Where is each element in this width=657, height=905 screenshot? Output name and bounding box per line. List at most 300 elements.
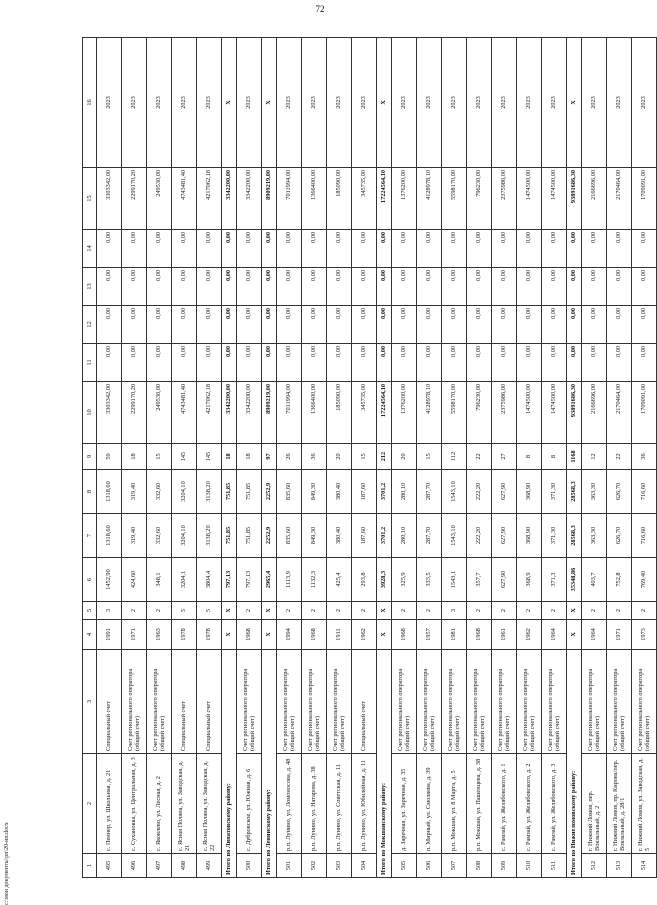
table-cell: 513 xyxy=(607,854,632,878)
table-cell: 5 xyxy=(172,602,197,620)
table-cell: 363,30 xyxy=(582,514,607,558)
repair-program-table xyxy=(82,37,657,878)
table-cell: 348,1 xyxy=(147,558,172,602)
table-cell: 1978 xyxy=(197,620,222,650)
table-cell: 2023 xyxy=(582,38,607,168)
table-cell: 849,30 xyxy=(302,470,327,514)
table-cell: р.п. Лунино, ул. Юбилейная, д. 11 xyxy=(352,754,377,854)
table-cell: 0,00 xyxy=(542,268,567,306)
table-cell: 5598170,00 xyxy=(442,382,467,444)
table-cell: 0,00 xyxy=(172,230,197,268)
table-cell: 5598170,00 xyxy=(442,168,467,230)
table-cell: 145 xyxy=(172,444,197,470)
table-cell: 1963 xyxy=(147,620,172,650)
table-cell: 1962 xyxy=(352,620,377,650)
table-cell: 345735,00 xyxy=(352,382,377,444)
table-cell: 2023 xyxy=(97,38,122,168)
table-cell: 0,00 xyxy=(442,306,467,344)
table-cell: 1709091,00 xyxy=(632,168,657,230)
table-cell: 835,60 xyxy=(277,470,302,514)
table-cell: 1543,10 xyxy=(442,470,467,514)
table-cell: 293,8 xyxy=(352,558,377,602)
table-cell: 3204,10 xyxy=(172,470,197,514)
column-number: 16 xyxy=(83,38,97,168)
table-cell: 0,00 xyxy=(632,268,657,306)
table-cell: р.п. Мокшан, ул. 8 Марта, д. 5 xyxy=(442,754,467,854)
table-cell: 508 xyxy=(467,854,492,878)
table-cell: 280,10 xyxy=(392,514,417,558)
table-cell: 2170464,00 xyxy=(607,168,632,230)
table-cell: 1452,90 xyxy=(97,558,122,602)
table-cell: 626,70 xyxy=(607,514,632,558)
table-cell: Счет регионального оператора (общий счет) xyxy=(277,650,302,754)
table-cell: 1113,9 xyxy=(277,558,302,602)
table-cell: 3303342,00 xyxy=(97,168,122,230)
table-cell: 501 xyxy=(277,854,302,878)
table-cell: 0,00 xyxy=(327,230,352,268)
table-cell: 507 xyxy=(442,854,467,878)
table-cell: 0,00 xyxy=(417,306,442,344)
table-cell: 495 xyxy=(97,854,122,878)
table-cell: 849,30 xyxy=(302,514,327,558)
table-cell: 1709091,00 xyxy=(632,382,657,444)
total-cell: X xyxy=(262,620,277,650)
table-cell: 503 xyxy=(327,854,352,878)
table-cell: с. Пеннер, ул. Школьная, д. 21 xyxy=(97,754,122,854)
total-cell: 3342200,00 xyxy=(222,168,237,230)
table-cell: 0,00 xyxy=(607,230,632,268)
table-cell: 3342200,00 xyxy=(237,168,262,230)
total-cell: 17224564,10 xyxy=(377,382,392,444)
total-cell: 97 xyxy=(262,444,277,470)
table-cell: 287,70 xyxy=(417,514,442,558)
column-number: 15 xyxy=(83,168,97,230)
table-cell: 2023 xyxy=(542,38,567,168)
total-cell: 0,00 xyxy=(262,344,277,382)
table-cell: 2023 xyxy=(442,38,467,168)
table-cell: 185090,00 xyxy=(327,168,352,230)
table-cell: 0,00 xyxy=(122,344,147,382)
table-cell: 627,90 xyxy=(492,470,517,514)
table-cell: 835,60 xyxy=(277,514,302,558)
table-cell: 0,00 xyxy=(302,230,327,268)
table-cell: 1957 xyxy=(417,620,442,650)
table-cell: 0,00 xyxy=(582,344,607,382)
table-cell: 187,60 xyxy=(352,514,377,558)
total-cell: 0,00 xyxy=(567,306,582,344)
table-cell: 0,00 xyxy=(352,230,377,268)
table-cell: 2 xyxy=(237,602,262,620)
total-cell: 0,00 xyxy=(567,268,582,306)
table-cell: 498 xyxy=(172,854,197,878)
table-cell: 510 xyxy=(517,854,542,878)
table-cell: 7011994,00 xyxy=(277,382,302,444)
table-cell: 363,30 xyxy=(582,470,607,514)
total-cell: 0,00 xyxy=(377,344,392,382)
table-cell: 2 xyxy=(467,602,492,620)
table-cell: 15 xyxy=(352,444,377,470)
table-row xyxy=(97,38,122,878)
table-cell: Специальный счет xyxy=(197,650,222,754)
table-cell: 0,00 xyxy=(327,306,352,344)
total-cell: 17224564,10 xyxy=(377,168,392,230)
table-cell: 0,00 xyxy=(492,344,517,382)
table-cell: 2 xyxy=(517,602,542,620)
column-number: 5 xyxy=(83,602,97,620)
table-cell: 1318,60 xyxy=(97,514,122,558)
table-cell: 0,00 xyxy=(197,344,222,382)
total-cell: 2252,9 xyxy=(262,470,277,514)
table-cell: 504 xyxy=(352,854,377,878)
column-number: 12 xyxy=(83,306,97,344)
table-cell: 2023 xyxy=(392,38,417,168)
total-cell: 797,13 xyxy=(222,558,237,602)
table-cell: 0,00 xyxy=(467,230,492,268)
table-cell: 371,3 xyxy=(542,558,567,602)
table-cell: 3 xyxy=(442,602,467,620)
table-cell: 2170464,00 xyxy=(607,382,632,444)
total-cell: 0,00 xyxy=(567,344,582,382)
table-cell: 0,00 xyxy=(352,268,377,306)
table-row xyxy=(352,38,377,878)
total-cell: 0,00 xyxy=(377,306,392,344)
table-cell: 769,40 xyxy=(632,558,657,602)
table-cell: 2023 xyxy=(417,38,442,168)
table-cell: 222,20 xyxy=(467,470,492,514)
table-cell: 222,20 xyxy=(467,514,492,558)
table-cell: 185090,00 xyxy=(327,382,352,444)
table-cell: 4743481,40 xyxy=(172,382,197,444)
table-cell: г. Нижний Ломов, пер. Вокзальный, д. 2 xyxy=(582,754,607,854)
table-cell: Специальный счет xyxy=(352,650,377,754)
table-cell: 18 xyxy=(122,444,147,470)
total-cell: 212 xyxy=(377,444,392,470)
table-cell: 2375986,00 xyxy=(492,382,517,444)
total-cell: 8909219,00 xyxy=(262,168,277,230)
table-cell: 0,00 xyxy=(542,230,567,268)
table-cell: 0,00 xyxy=(582,268,607,306)
table-cell: с. Яковлево, ул. Лесная, д. 2 xyxy=(147,754,172,854)
table-row xyxy=(582,38,607,878)
table-cell: 7011994,00 xyxy=(277,168,302,230)
table-cell: 325,9 xyxy=(392,558,417,602)
table-cell: п. Мирный, ул. Смоляева, д. 39 xyxy=(417,754,442,854)
table-row xyxy=(517,38,542,878)
table-cell: 1474500,00 xyxy=(542,168,567,230)
table-row xyxy=(302,38,327,878)
table-cell: 2166696,00 xyxy=(582,168,607,230)
table-cell: 511 xyxy=(542,854,567,878)
page-number: 72 xyxy=(315,4,325,14)
table-cell: 3804,4 xyxy=(197,558,222,602)
table-cell: 1964 xyxy=(542,620,567,650)
table-cell: 2023 xyxy=(122,38,147,168)
table-cell: 1968 xyxy=(237,620,262,650)
total-cell: 0,00 xyxy=(567,230,582,268)
total-cell: X xyxy=(567,602,582,620)
table-cell: 36 xyxy=(632,444,657,470)
table-cell: 796230,00 xyxy=(467,168,492,230)
table-cell: 0,00 xyxy=(607,306,632,344)
column-number: 1 xyxy=(83,854,97,878)
table-row xyxy=(542,38,567,878)
table-cell: 512 xyxy=(582,854,607,878)
table-cell: 797,13 xyxy=(237,558,262,602)
table-cell: 3342200,00 xyxy=(237,382,262,444)
table-cell: 0,00 xyxy=(392,344,417,382)
table-cell: 0,00 xyxy=(492,306,517,344)
table-cell: 2 xyxy=(542,602,567,620)
table-cell: с. Сухановка, ул. Центральная, д. 3 xyxy=(122,754,147,854)
table-cell: 0,00 xyxy=(632,230,657,268)
table-cell: р.п. Мокшан, ул. Пашенцева, д. 38 xyxy=(467,754,492,854)
total-cell: 93891686,30 xyxy=(567,168,582,230)
table-row xyxy=(277,38,302,878)
table-cell: 0,00 xyxy=(237,268,262,306)
table-cell: 496 xyxy=(122,854,147,878)
table-cell: 15 xyxy=(417,444,442,470)
table-cell: 1961 xyxy=(492,620,517,650)
table-cell: 2023 xyxy=(277,38,302,168)
table-cell: 751,85 xyxy=(237,470,262,514)
table-cell: 2023 xyxy=(147,38,172,168)
table-cell: 2 xyxy=(392,602,417,620)
total-cell: X xyxy=(222,620,237,650)
table-cell: Счет регионального оператора (общий счет) xyxy=(147,650,172,754)
table-cell: 0,00 xyxy=(237,344,262,382)
total-cell: 8909219,00 xyxy=(262,382,277,444)
column-number: 2 xyxy=(83,754,97,854)
column-number: 7 xyxy=(83,514,97,558)
table-cell: 368,90 xyxy=(517,514,542,558)
table-cell: 751,85 xyxy=(237,514,262,558)
table-cell: 287,70 xyxy=(417,470,442,514)
table-cell: 4217062,18 xyxy=(197,168,222,230)
table-row xyxy=(442,38,467,878)
table-row xyxy=(197,38,222,878)
table-cell: 716,60 xyxy=(632,514,657,558)
table-cell: 0,00 xyxy=(327,268,352,306)
total-cell: 0,00 xyxy=(222,230,237,268)
table-cell: 0,00 xyxy=(97,268,122,306)
total-cell: 0,00 xyxy=(377,268,392,306)
table-cell: 3138,20 xyxy=(197,470,222,514)
table-cell: 2023 xyxy=(607,38,632,168)
table-cell: 345735,00 xyxy=(352,168,377,230)
total-cell: 18 xyxy=(222,444,237,470)
table-cell: Счет регионального оператора (общий счет) xyxy=(237,650,262,754)
table-cell: 0,00 xyxy=(632,306,657,344)
table-cell: 0,00 xyxy=(582,230,607,268)
total-cell: 0,00 xyxy=(377,230,392,268)
table-cell: 0,00 xyxy=(97,230,122,268)
table-cell: 4217062,18 xyxy=(197,382,222,444)
total-cell: 93891686,30 xyxy=(567,382,582,444)
table-cell: 2023 xyxy=(302,38,327,168)
table-cell: 499 xyxy=(197,854,222,878)
total-cell: 3701,2 xyxy=(377,514,392,558)
table-cell: 2 xyxy=(492,602,517,620)
table-cell: 1981 xyxy=(442,620,467,650)
table-cell: 22 xyxy=(607,444,632,470)
table-cell: 112 xyxy=(442,444,467,470)
table-cell: с. Рамзай, ул. Желябовского, д. 2 xyxy=(517,754,542,854)
column-number: 14 xyxy=(83,230,97,268)
table-cell: 2023 xyxy=(327,38,352,168)
table-cell: 0,00 xyxy=(417,344,442,382)
table-cell: 3204,1 xyxy=(172,558,197,602)
table-cell: 2 xyxy=(632,602,657,620)
table-cell: 0,00 xyxy=(352,306,377,344)
table-cell: 27 xyxy=(492,444,517,470)
table-cell: 1366400,00 xyxy=(302,168,327,230)
table-cell: 0,00 xyxy=(172,344,197,382)
table-cell: 1978 xyxy=(172,620,197,650)
table-cell: 0,00 xyxy=(392,230,417,268)
column-number: 9 xyxy=(83,444,97,470)
table-cell: 0,00 xyxy=(147,306,172,344)
table-cell: г. Нижний Ломов, пр. Кирова/пер. Вокзальный, д. 28/1 xyxy=(607,754,632,854)
table-cell: 1366400,00 xyxy=(302,382,327,444)
table-row xyxy=(172,38,197,878)
total-label: Итого по Ленинскому району: xyxy=(262,650,277,878)
table-cell: 371,30 xyxy=(542,470,567,514)
table-cell: Специальный счет xyxy=(97,650,122,754)
table-cell: 0,00 xyxy=(542,306,567,344)
table-cell: 1474500,00 xyxy=(542,382,567,444)
table-cell: 333,5 xyxy=(417,558,442,602)
table-cell: 3138,20 xyxy=(197,514,222,558)
table-cell: 0,00 xyxy=(197,306,222,344)
table-cell: 1991 xyxy=(97,620,122,650)
table-cell: 2023 xyxy=(172,38,197,168)
column-number: 8 xyxy=(83,470,97,514)
table-cell: 0,00 xyxy=(517,268,542,306)
table-cell: 371,30 xyxy=(542,514,567,558)
table-cell: 8 xyxy=(517,444,542,470)
table-cell: 3 xyxy=(97,602,122,620)
total-label: Итого по Нижнеломовскому району: xyxy=(567,650,582,878)
table-cell: 380,40 xyxy=(327,514,352,558)
table-cell: 0,00 xyxy=(582,306,607,344)
table-cell: 0,00 xyxy=(122,268,147,306)
table-cell: 368,90 xyxy=(517,470,542,514)
table-cell: 20 xyxy=(327,444,352,470)
table-cell: 0,00 xyxy=(492,230,517,268)
table-cell: 796230,00 xyxy=(467,382,492,444)
table-cell: 0,00 xyxy=(542,344,567,382)
table-cell: Счет регионального оператора (общий счет) xyxy=(442,650,467,754)
header-row xyxy=(83,38,97,878)
table-cell: д. Заречная, ул. Заречная, д. 35 xyxy=(392,754,417,854)
table-cell: 2 xyxy=(417,602,442,620)
table-cell: Счет регионального оператора (общий счет) xyxy=(542,650,567,754)
total-label: Итого по Липатовскому району: xyxy=(222,650,237,878)
table-cell: 0,00 xyxy=(147,344,172,382)
total-label: Итого по Мокшанскому району: xyxy=(377,650,392,878)
table-cell: с. Дубровское, ул. Южная, д. 6 xyxy=(237,754,262,854)
total-cell: X xyxy=(262,602,277,620)
table-cell: с. Рамзай, ул. Желябовского, д. 1 xyxy=(492,754,517,854)
table-cell: с. Ясная Поляна, ул. Заводская, д. 22 xyxy=(197,754,222,854)
table-cell: Счет регионального оператора (общий счет) xyxy=(392,650,417,754)
total-cell: X xyxy=(222,38,237,168)
district-total-row xyxy=(567,38,582,878)
table-cell: 5 xyxy=(197,602,222,620)
table-cell: 0,00 xyxy=(417,230,442,268)
district-total-row xyxy=(377,38,392,878)
table-cell: 0,00 xyxy=(197,230,222,268)
table-cell: 1962 xyxy=(517,620,542,650)
table-cell: 1543,10 xyxy=(442,514,467,558)
table-cell: 0,00 xyxy=(467,306,492,344)
total-cell: 2252,9 xyxy=(262,514,277,558)
table-cell: Счет регионального оператора (общий счет) xyxy=(517,650,542,754)
column-number: 13 xyxy=(83,268,97,306)
table-row xyxy=(632,38,657,878)
table-cell: 0,00 xyxy=(122,230,147,268)
table-cell: 1973 xyxy=(632,620,657,650)
table-cell: 752,8 xyxy=(607,558,632,602)
footer-file-path: c:\мои документы\рп\20-ип.docx xyxy=(4,822,10,905)
table-cell: 8 xyxy=(542,444,567,470)
table-cell: Счет регионального оператора (общий счет) xyxy=(302,650,327,754)
table-cell: 0,00 xyxy=(442,230,467,268)
table-cell: 627,90 xyxy=(492,558,517,602)
table-cell: 1911 xyxy=(327,620,352,650)
table-row xyxy=(467,38,492,878)
table-cell: 0,00 xyxy=(237,306,262,344)
table-cell: 1132,3 xyxy=(302,558,327,602)
total-cell: 2965,4 xyxy=(262,558,277,602)
table-cell: 0,00 xyxy=(302,344,327,382)
table-cell: 2023 xyxy=(352,38,377,168)
total-cell: 3928,3 xyxy=(377,558,392,602)
table-cell: 319,40 xyxy=(122,470,147,514)
table-cell: 2023 xyxy=(467,38,492,168)
table-cell: 1318,60 xyxy=(97,470,122,514)
total-cell: 1168 xyxy=(567,444,582,470)
table-cell: 1474500,00 xyxy=(517,382,542,444)
table-cell: 0,00 xyxy=(147,230,172,268)
table-cell: Счет регионального оператора (общий счет) xyxy=(492,650,517,754)
table-row xyxy=(147,38,172,878)
table-cell: 368,9 xyxy=(517,558,542,602)
table-cell: 187,60 xyxy=(352,470,377,514)
table-cell: Счет регионального оператора (общий счет) xyxy=(327,650,352,754)
table-cell: 280,10 xyxy=(392,470,417,514)
table-cell: 0,00 xyxy=(302,268,327,306)
total-cell: 0,00 xyxy=(222,268,237,306)
total-cell: 35348,86 xyxy=(567,558,582,602)
total-cell: 28568,3 xyxy=(567,470,582,514)
table-cell: 4128978,10 xyxy=(417,168,442,230)
table-cell: 2375986,00 xyxy=(492,168,517,230)
table-cell: Счет регионального оператора (общий счет) xyxy=(582,650,607,754)
table-body xyxy=(83,38,657,878)
table-row xyxy=(122,38,147,878)
table-cell: 1968 xyxy=(467,620,492,650)
table-cell: 0,00 xyxy=(172,268,197,306)
total-cell: 0,00 xyxy=(222,344,237,382)
total-cell: 751,85 xyxy=(222,470,237,514)
table-cell: 0,00 xyxy=(122,306,147,344)
table-cell: 1968 xyxy=(392,620,417,650)
column-number: 10 xyxy=(83,382,97,444)
table-cell: 15 xyxy=(147,444,172,470)
table-cell: 509 xyxy=(492,854,517,878)
table-cell: 424,60 xyxy=(122,558,147,602)
